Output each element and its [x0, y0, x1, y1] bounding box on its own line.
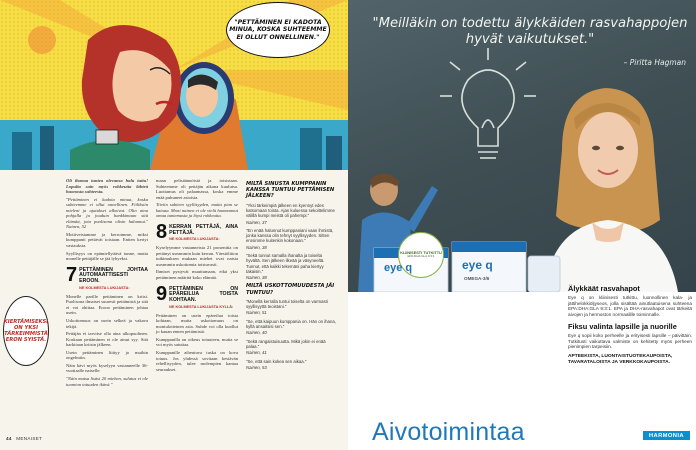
- article-quote: "Näin mutsa lisäsi 20 miehen, sulatus ei ole tuomion totuuden ikävä.": [66, 375, 148, 387]
- myth-title: KERRAN PETTÄJÄ, AINA PETTÄJÄ. NE KOLMESTA LUKIJASTA:: [169, 223, 238, 242]
- reader-signature: Nainen, 51: [246, 310, 267, 316]
- section-heading: MILTÄ USKOTTOMUUDESTA JÄI TUNTUU?: [246, 283, 335, 296]
- reader-quote: "Sekä tunnut samalla ihanalta ja toiselta hyvältä. Sen jälkeen ilkeää ja väsyneeltä. Tunnut, että kaikki tekemäni paha kiertyy takaisin.": [246, 252, 325, 274]
- chalkboard-photo: [348, 0, 696, 292]
- product-description: [568, 284, 692, 370]
- article-paragraph: maan pelisäännöistä ja toisistaan. Suhteemme oli pettäjän aikana kuuluisa. Luottamus oli palaamassa, koska emme enää puhuneet asioista.: [156, 178, 238, 200]
- article-column-1: [66, 178, 148, 389]
- chalk-lightbulb-icon: [440, 48, 536, 158]
- product-heading: Älykkäät rasvahapot: [568, 284, 640, 293]
- myth-number: 8: [156, 220, 168, 243]
- pack-label-1: eye q: [384, 262, 413, 274]
- article-paragraph: Monelle parille pettäminen on kriisi. Puolisona ilmaiset suuresti pettämistä ja sitä ei voi ohittaa. Eroon pettäminen johtaa usein.: [66, 293, 148, 316]
- product-paragraph: Eye q sopii koko perheelle ja erityisesti lapsille – päivittäin. Tutkitusti vaikuttava valmiste on kehitetty myös perheen pienimpien tarpeisiin.: [568, 332, 692, 350]
- product-heading: Fiksu valinta lapsille ja nuorille: [568, 321, 677, 331]
- myth-title: PETTÄMINEN ON EPÄREILUA TOISTA KOHTAAN. NE KOLMESTA LUKIJASTA KYLLÄ:: [169, 285, 238, 309]
- article-paragraph: Näin kävi myös kyselyyn vastanneelle 36-vuotiaalle naiselle:: [66, 362, 148, 374]
- pack-label-2: eye q: [462, 258, 493, 272]
- myth-byline: NE KOLMESTA LUKIJASTA:: [169, 237, 220, 242]
- reader-quote: "Monellä kerralla tuntui toiselta on varmasti syyllisyyttä teoistani.": [246, 298, 328, 310]
- clinically-tested-badge: KLIINISESTI TUTKITTU EPA:DHA:GLA 9:3:1: [398, 232, 444, 278]
- reader-signature: Nainen, 37: [246, 219, 267, 225]
- reader-signature: Nainen, 40: [246, 330, 267, 336]
- myth-byline: NE KOLMESTA LUKIJASTA KYLLÄ:: [169, 304, 234, 309]
- myth-byline: NE KOLMESTA LUKIJASTA:: [79, 286, 130, 291]
- page-footer: [6, 436, 42, 441]
- product-availability: APTEEKISTA, LUONTAISTUOTEKAUPOISTA, TAVARATALOISTA JA VERKKOKAUPOISTA.: [568, 353, 673, 365]
- article-paragraph: Kumppanilla on oikeus totuuteen, mutta se voi myös satuttaa.: [156, 336, 238, 348]
- myth-number: 9: [156, 282, 168, 305]
- article-paragraph: Syyllisyys on epämiellyttävä tunne, mutta monelle pettäjälle se jää lyhyeksi.: [66, 250, 148, 262]
- harmonia-logo: HARMONIA: [643, 431, 690, 440]
- comic-illustration: [0, 0, 348, 170]
- article-paragraph: Motiiveistamme ja kerroimme, miksi kumppanit pettävät toisiaan. Eniten kertyi vastauksia.: [66, 231, 148, 249]
- article-paragraph: "Pettäminen ei kadota minua, koska suhteemme ei ollut onnellinen. Fiiliksiin mieleni ja ajatukset alkoivat. Olin aina pohjalla ja jouduin hankkimaan sitä elämää, jota puolisona olisin halunnut." Nainen, 52: [66, 196, 148, 230]
- reader-quote: "Se, että kaipuun kumppania on. Hän on ihana, kyllä ansaitsisi sen.": [246, 318, 336, 330]
- myth-title: PETTÄMINEN JOHTAA AUTOMAATTISESTI EROON. NE KOLMESTA LUKIJASTA:: [79, 266, 148, 291]
- reader-signature: Nainen, 53: [246, 364, 267, 370]
- pack-sub-label: OMEGA-3/6: [464, 276, 490, 281]
- article-paragraph: Kumppanille aiheutuva tuska on kova totuus. Jos yhdessä sovitaan kestävän rehellisyyden, tulee molempien kantaa seuraukset.: [156, 349, 238, 372]
- reader-quote: "Yksi tärkeimpiä jälkeen en kyennyt edes katsomaan toista. Ajan kuluessa sekoittelimme välillä kumpi meistä oli pahempi.": [246, 202, 335, 219]
- product-paragraph: Eye q on kliinisesti tutkittu, luonnollinen kala- ja jättihelokkiöljyseos, jolla sisältää ainutlaatuisena suhteena EPA:DHA:GLA 9:3:1. EPA ja DHA-rasvahapot ovat tärkeitä aivojen ja hermoston normaalille toiminnalle.: [568, 295, 692, 318]
- reader-quote: "Se, että sain kokea sen aikaa.": [246, 358, 307, 364]
- ad-headline: "Meilläkin on todettu älykkäiden rasvahappojen hyvät vaikutukset.": [372, 16, 688, 47]
- right-page-advertisement: [348, 0, 696, 450]
- reader-signature: Nainen, 38: [246, 244, 267, 250]
- article-lead: Oli ihanaa tuntea olevansa halu tuttu! Lopulta sain myös rohkeutta lähteä huonosta suhteesta.: [66, 178, 148, 195]
- magazine-name: MENAISET: [16, 436, 43, 441]
- myth-number: 7: [66, 263, 78, 286]
- article-paragraph: Pettäjän ei tarvitse olla aina ulkopuolinen. Koskaan pettäminen ei ole ainut syy. Sitä harkitaan kriisin jälkeen.: [66, 331, 148, 348]
- reader-signature: Nainen, 41: [246, 350, 267, 356]
- article-paragraph: Kyselyymme vastanneista 21 prosenttia on pettänyt useammin kuin kerran. Väestöliiton tutkimuksen mukaan miehet ovat naisia useammin uskottomia toistuvasti.: [156, 245, 238, 267]
- article-column-3: [246, 178, 338, 373]
- article-paragraph: Ihmiset pystyvät muuttumaan, eikä yksi pettäminen määritä koko elämää.: [156, 269, 238, 280]
- reader-signature: Nainen, 38: [246, 275, 267, 281]
- article-paragraph: Usein pettäminen liittyy jo muihin ongelmiin.: [66, 349, 148, 361]
- speech-bubble: "PETTÄMINEN EI KADOTA MINUA, KOSKA SUHTEEMME EI OLLUT ONNELLINEN.": [226, 2, 330, 58]
- quote-author: – Piritta Hagman: [623, 58, 686, 67]
- article-column-2: [156, 178, 238, 374]
- myth-7: [66, 263, 148, 292]
- article-paragraph: Uskottomuus on usein selkeä ja vakava tekijä.: [66, 318, 148, 329]
- side-speech-bubble: KIERTÄMISEKSI ON YKSI TÄRKEIMMISTÄ ERON SYISTÄ.: [3, 296, 49, 366]
- reader-quote: "Sekä rangaistuisuutta. Mikä jokin ei enää palaa.": [246, 338, 326, 349]
- myth-9: [156, 282, 238, 311]
- article-paragraph: Pettäminen on usein epäreilua toista kohtaan, mutta uskottomuus on moniulotteinen asia. Suhde voi olla kuollut jo kauan ennen pettämistä.: [156, 312, 238, 335]
- myth-8: [156, 220, 238, 243]
- article-paragraph: Tiiviin suhteen syyllisyyden, mutta pian se katoaa. Moni nainen ei ole vielä huomannut omaa tuntemusta ja löysi rohkeutta.: [156, 202, 238, 219]
- reader-quote: "En enää halunnut kumppaniani vaan ihmistä, jonka kanssa olin tehnyt syyllisyyden. Sitten erosimme kuitenkin kokonaan.": [246, 227, 334, 244]
- woman-figure: [544, 88, 678, 292]
- ad-brand-title: Aivotoimintaa: [372, 418, 525, 446]
- page-number: 44: [6, 436, 12, 441]
- section-heading: MILTÄ SINUSTA KUMPPANIN KANSSA TUNTUU PETTÄMISEN JÄLKEEN?: [246, 181, 335, 200]
